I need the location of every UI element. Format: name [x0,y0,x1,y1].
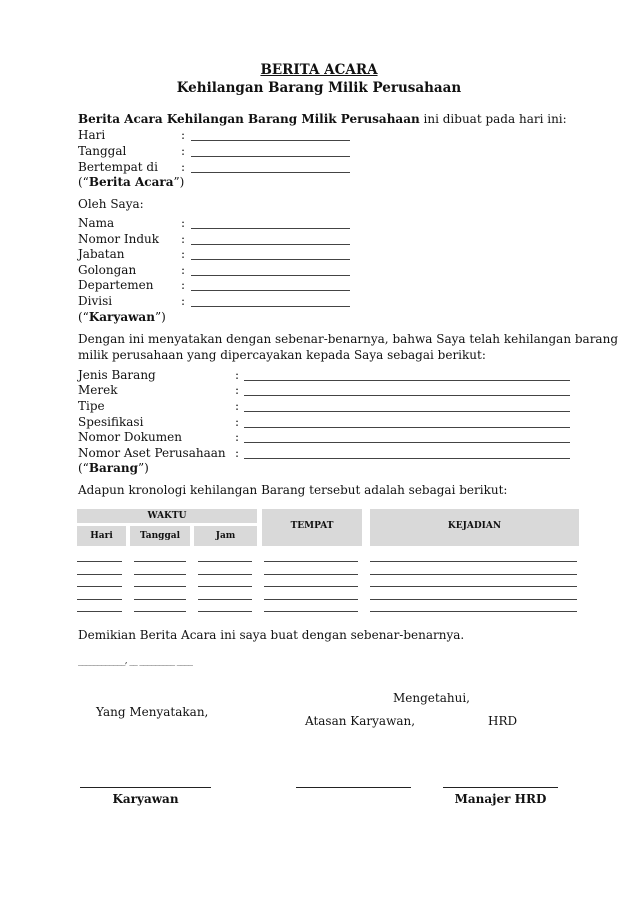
field-colon: : [235,430,240,444]
def-close: ”) [154,310,166,324]
field-label-spesifikasi: Spesifikasi [78,415,144,429]
def-term: Barang [88,461,138,475]
tanggal-cell[interactable] [134,561,186,562]
intro-bold: Berita Acara Kehilangan Barang Milik Perusahaan [78,112,420,126]
tanggal-cell[interactable] [134,586,186,587]
document-subtitle: Kehilangan Barang Milik Perusahaan [176,80,462,96]
field-colon: : [181,294,186,308]
field-colon: : [181,247,186,261]
tempat-cell[interactable] [264,574,358,575]
field-colon: : [235,383,240,397]
kejadian-header-label: KEJADIAN [447,521,502,531]
field-colon: : [181,278,186,292]
jam-cell[interactable] [198,574,252,575]
field-label-merek: Merek [78,383,118,397]
def-term: Karyawan [88,310,155,324]
field-colon: : [235,399,240,413]
hr-manager-signature-name: Manajer HRD [454,792,547,806]
tempat-cell[interactable] [264,561,358,562]
def-open: (“ [78,175,89,189]
supervisor-label: Atasan Karyawan, [305,714,416,728]
declarer-label: Yang Menyatakan, [96,705,209,719]
def-open: (“ [78,461,89,475]
hari-cell[interactable] [77,574,122,575]
field-colon: : [181,232,186,246]
statement-line-2: milik perusahaan yang dipercayakan kepada Saya sebagai berikut: [78,348,486,362]
def-close: ”) [173,175,185,189]
field-label-divisi: Divisi [78,294,113,308]
waktu-header-label: WAKTU [147,511,187,521]
def-close: ”) [137,461,149,475]
definition-karyawan [78,309,166,325]
jam-header-label: Jam [215,531,236,541]
def-open: (“ [78,310,89,324]
field-input-merek[interactable] [244,395,570,396]
field-input-nama[interactable] [191,228,350,229]
tempat-cell[interactable] [264,586,358,587]
tanggal-cell[interactable] [134,574,186,575]
intro-rest: ini dibuat pada hari ini: [419,112,567,126]
field-colon: : [235,368,240,382]
acknowledged-label: Mengetahui, [393,691,470,705]
tempat-header-label: TEMPAT [290,521,334,531]
tempat-cell[interactable] [264,599,358,600]
supervisor-signature-line[interactable] [296,787,411,788]
closing-text: Demikian Berita Acara ini saya buat dengan sebenar-benarnya. [78,628,465,642]
field-input-nomor-induk[interactable] [191,244,350,245]
statement-line-1: Dengan ini menyatakan dengan sebenar-benarnya, bahwa Saya telah kehilangan barang [78,332,618,346]
field-input-jabatan[interactable] [191,259,350,260]
field-input-hari[interactable] [191,140,350,141]
kejadian-cell[interactable] [370,611,577,612]
tanggal-cell[interactable] [134,611,186,612]
kejadian-cell[interactable] [370,561,577,562]
field-label-golongan: Golongan [78,263,137,277]
field-input-tanggal[interactable] [191,156,350,157]
field-label-jenis-barang: Jenis Barang [78,368,156,382]
field-label-nama: Nama [78,216,115,230]
kejadian-cell[interactable] [370,574,577,575]
field-input-jenis-barang[interactable] [244,380,570,381]
field-colon: : [181,144,186,158]
field-label-jabatan: Jabatan [78,247,125,261]
hari-cell[interactable] [77,561,122,562]
employee-signature-name: Karyawan [112,792,179,806]
field-colon: : [235,415,240,429]
field-label-departemen: Departemen [78,278,154,292]
employee-signature-line[interactable] [80,787,211,788]
document-title: BERITA ACARA [260,62,378,78]
jam-cell[interactable] [198,561,252,562]
jam-cell[interactable] [198,599,252,600]
by-me-label: Oleh Saya: [78,197,144,211]
field-colon: : [181,216,186,230]
field-label-tanggal: Tanggal [78,144,127,158]
field-label-hari: Hari [78,128,106,142]
field-label-nomor-aset: Nomor Aset Perusahaan [78,446,226,460]
hari-cell[interactable] [77,586,122,587]
field-colon: : [181,263,186,277]
field-input-nomor-aset[interactable] [244,458,570,459]
place-date-blank[interactable]: ____________, __ _________ ____ [78,656,193,666]
definition-berita-acara [78,174,184,190]
definition-barang [78,460,149,476]
field-input-tipe[interactable] [244,411,570,412]
field-input-golongan[interactable] [191,275,350,276]
hrd-signature-line[interactable] [443,787,558,788]
field-label-nomor-dokumen: Nomor Dokumen [78,430,182,444]
field-label-tipe: Tipe [78,399,105,413]
tanggal-header-label: Tanggal [139,531,181,541]
chronology-intro: Adapun kronologi kehilangan Barang tersebut adalah sebagai berikut: [78,483,508,497]
field-colon: : [235,446,240,460]
field-input-divisi[interactable] [191,306,350,307]
field-input-departemen[interactable] [191,290,350,291]
kejadian-cell[interactable] [370,586,577,587]
field-label-bertempat: Bertempat di [78,160,158,174]
hari-cell[interactable] [77,599,122,600]
hari-header-label: Hari [90,531,113,541]
field-input-bertempat[interactable] [191,172,350,173]
field-label-nomor-induk: Nomor Induk [78,232,160,246]
intro-text [78,111,567,127]
jam-cell[interactable] [198,611,252,612]
jam-cell[interactable] [198,586,252,587]
tanggal-cell[interactable] [134,599,186,600]
field-colon: : [181,160,186,174]
field-input-spesifikasi[interactable] [244,427,570,428]
def-term: Berita Acara [88,175,174,189]
tempat-cell[interactable] [264,611,358,612]
field-colon: : [181,128,186,142]
hrd-label: HRD [488,714,518,728]
kejadian-cell[interactable] [370,599,577,600]
field-input-nomor-dokumen[interactable] [244,442,570,443]
hari-cell[interactable] [77,611,122,612]
